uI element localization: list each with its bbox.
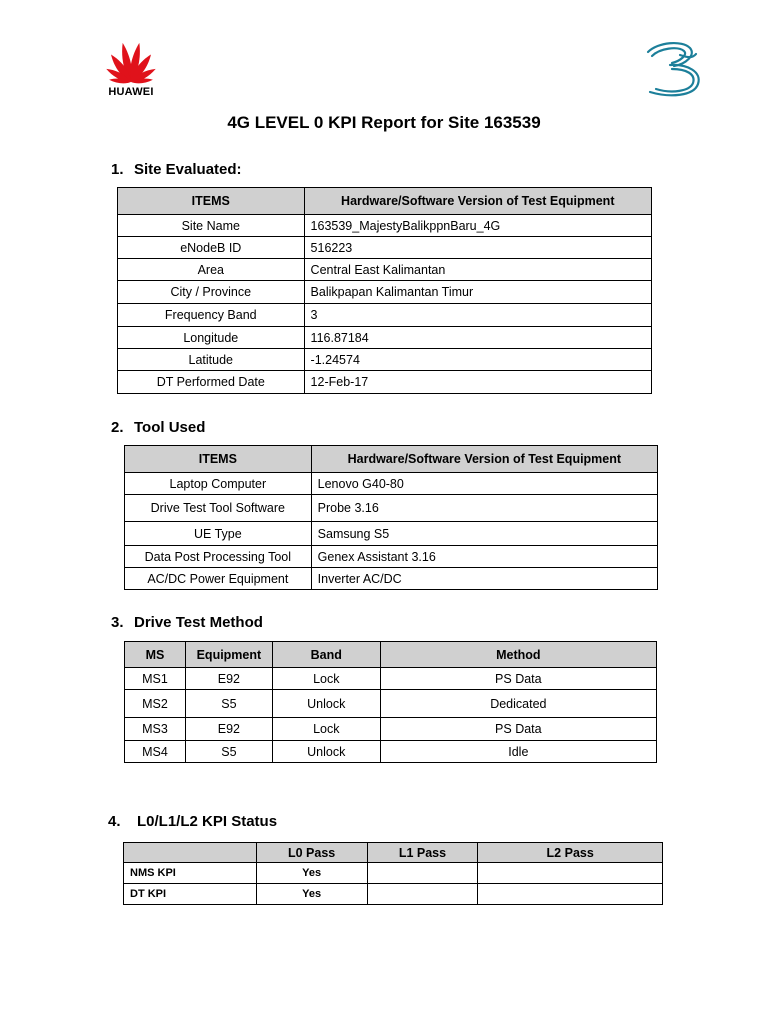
item-label: Area	[118, 259, 305, 281]
ms-cell: MS3	[125, 718, 186, 741]
column-header: ITEMS	[118, 188, 305, 215]
page-title: 4G LEVEL 0 KPI Report for Site 163539	[227, 113, 541, 132]
table-row	[125, 718, 657, 741]
table-row	[118, 327, 652, 349]
section-3-number: 3.	[111, 614, 124, 631]
table-row	[124, 884, 663, 905]
table-row	[125, 668, 657, 690]
section-1-number: 1.	[111, 161, 124, 178]
section-2-title: Tool Used	[134, 419, 206, 436]
method-cell: Dedicated	[380, 690, 656, 718]
column-header: L0 Pass	[256, 843, 367, 863]
column-header: Hardware/Software Version of Test Equipment	[304, 188, 651, 215]
equipment-cell: E92	[185, 668, 272, 690]
drive-test-method-table	[124, 641, 657, 763]
table-row	[125, 546, 658, 568]
three-logo	[640, 40, 706, 100]
ms-cell: MS1	[125, 668, 186, 690]
table-row	[118, 259, 652, 281]
column-header: MS	[125, 642, 186, 668]
item-value: Inverter AC/DC	[311, 568, 657, 590]
l1-pass-cell	[367, 863, 478, 884]
table-row	[125, 741, 657, 763]
three-3-icon	[640, 40, 706, 100]
kpi-status-table	[123, 842, 663, 905]
table-header-row	[125, 446, 658, 473]
method-cell: PS Data	[380, 668, 656, 690]
table-row	[125, 495, 658, 522]
ms-cell: MS2	[125, 690, 186, 718]
table-row	[125, 522, 658, 546]
item-label: Laptop Computer	[125, 473, 312, 495]
item-label: Drive Test Tool Software	[125, 495, 312, 522]
huawei-wordmark: HUAWEI	[108, 86, 154, 98]
section-2-heading	[111, 419, 205, 436]
l0-pass-cell: Yes	[256, 884, 367, 905]
table-header-row	[118, 188, 652, 215]
section-3-heading	[111, 614, 263, 631]
equipment-cell: S5	[185, 690, 272, 718]
section-4-heading	[108, 813, 277, 830]
item-label: Data Post Processing Tool	[125, 546, 312, 568]
tool-used-table	[124, 445, 658, 590]
item-value: Genex Assistant 3.16	[311, 546, 657, 568]
section-3-title: Drive Test Method	[134, 614, 263, 631]
table-row	[125, 473, 658, 495]
table-row	[118, 237, 652, 259]
item-label: Frequency Band	[118, 304, 305, 327]
column-header: Hardware/Software Version of Test Equipment	[311, 446, 657, 473]
l2-pass-cell	[478, 884, 663, 905]
table-row	[118, 304, 652, 327]
huawei-petals-icon	[100, 40, 162, 86]
section-1-title: Site Evaluated:	[134, 161, 242, 178]
l0-pass-cell: Yes	[256, 863, 367, 884]
item-value: Samsung S5	[311, 522, 657, 546]
column-header: Method	[380, 642, 656, 668]
column-header: Band	[272, 642, 380, 668]
band-cell: Unlock	[272, 690, 380, 718]
l1-pass-cell	[367, 884, 478, 905]
item-value: Central East Kalimantan	[304, 259, 651, 281]
item-label: City / Province	[118, 281, 305, 304]
kpi-row-label: NMS KPI	[124, 863, 257, 884]
item-label: AC/DC Power Equipment	[125, 568, 312, 590]
kpi-row-label: DT KPI	[124, 884, 257, 905]
item-value: Probe 3.16	[311, 495, 657, 522]
item-value: 12-Feb-17	[304, 371, 651, 394]
table-row	[118, 215, 652, 237]
column-header: Equipment	[185, 642, 272, 668]
item-value: 116.87184	[304, 327, 651, 349]
method-cell: PS Data	[380, 718, 656, 741]
table-header-row	[124, 843, 663, 863]
site-evaluated-table	[117, 187, 652, 394]
item-label: UE Type	[125, 522, 312, 546]
item-value: -1.24574	[304, 349, 651, 371]
ms-cell: MS4	[125, 741, 186, 763]
table-row	[118, 349, 652, 371]
column-header: ITEMS	[125, 446, 312, 473]
equipment-cell: E92	[185, 718, 272, 741]
item-label: DT Performed Date	[118, 371, 305, 394]
column-header: L1 Pass	[367, 843, 478, 863]
item-label: Site Name	[118, 215, 305, 237]
table-row	[118, 371, 652, 394]
section-2-number: 2.	[111, 419, 124, 436]
huawei-logo	[100, 40, 162, 100]
item-label: Longitude	[118, 327, 305, 349]
band-cell: Lock	[272, 668, 380, 690]
section-4-number: 4.	[108, 813, 121, 830]
section-4-title: L0/L1/L2 KPI Status	[137, 813, 278, 830]
band-cell: Unlock	[272, 741, 380, 763]
item-label: eNodeB ID	[118, 237, 305, 259]
table-row	[125, 568, 658, 590]
table-row	[118, 281, 652, 304]
section-1-heading	[111, 161, 242, 178]
column-header	[124, 843, 257, 863]
table-header-row	[125, 642, 657, 668]
l2-pass-cell	[478, 863, 663, 884]
band-cell: Lock	[272, 718, 380, 741]
table-row	[124, 863, 663, 884]
equipment-cell: S5	[185, 741, 272, 763]
item-value: 3	[304, 304, 651, 327]
item-value: Balikpapan Kalimantan Timur	[304, 281, 651, 304]
item-value: Lenovo G40-80	[311, 473, 657, 495]
table-row	[125, 690, 657, 718]
item-value: 516223	[304, 237, 651, 259]
item-value: 163539_MajestyBalikppnBaru_4G	[304, 215, 651, 237]
item-label: Latitude	[118, 349, 305, 371]
column-header: L2 Pass	[478, 843, 663, 863]
method-cell: Idle	[380, 741, 656, 763]
